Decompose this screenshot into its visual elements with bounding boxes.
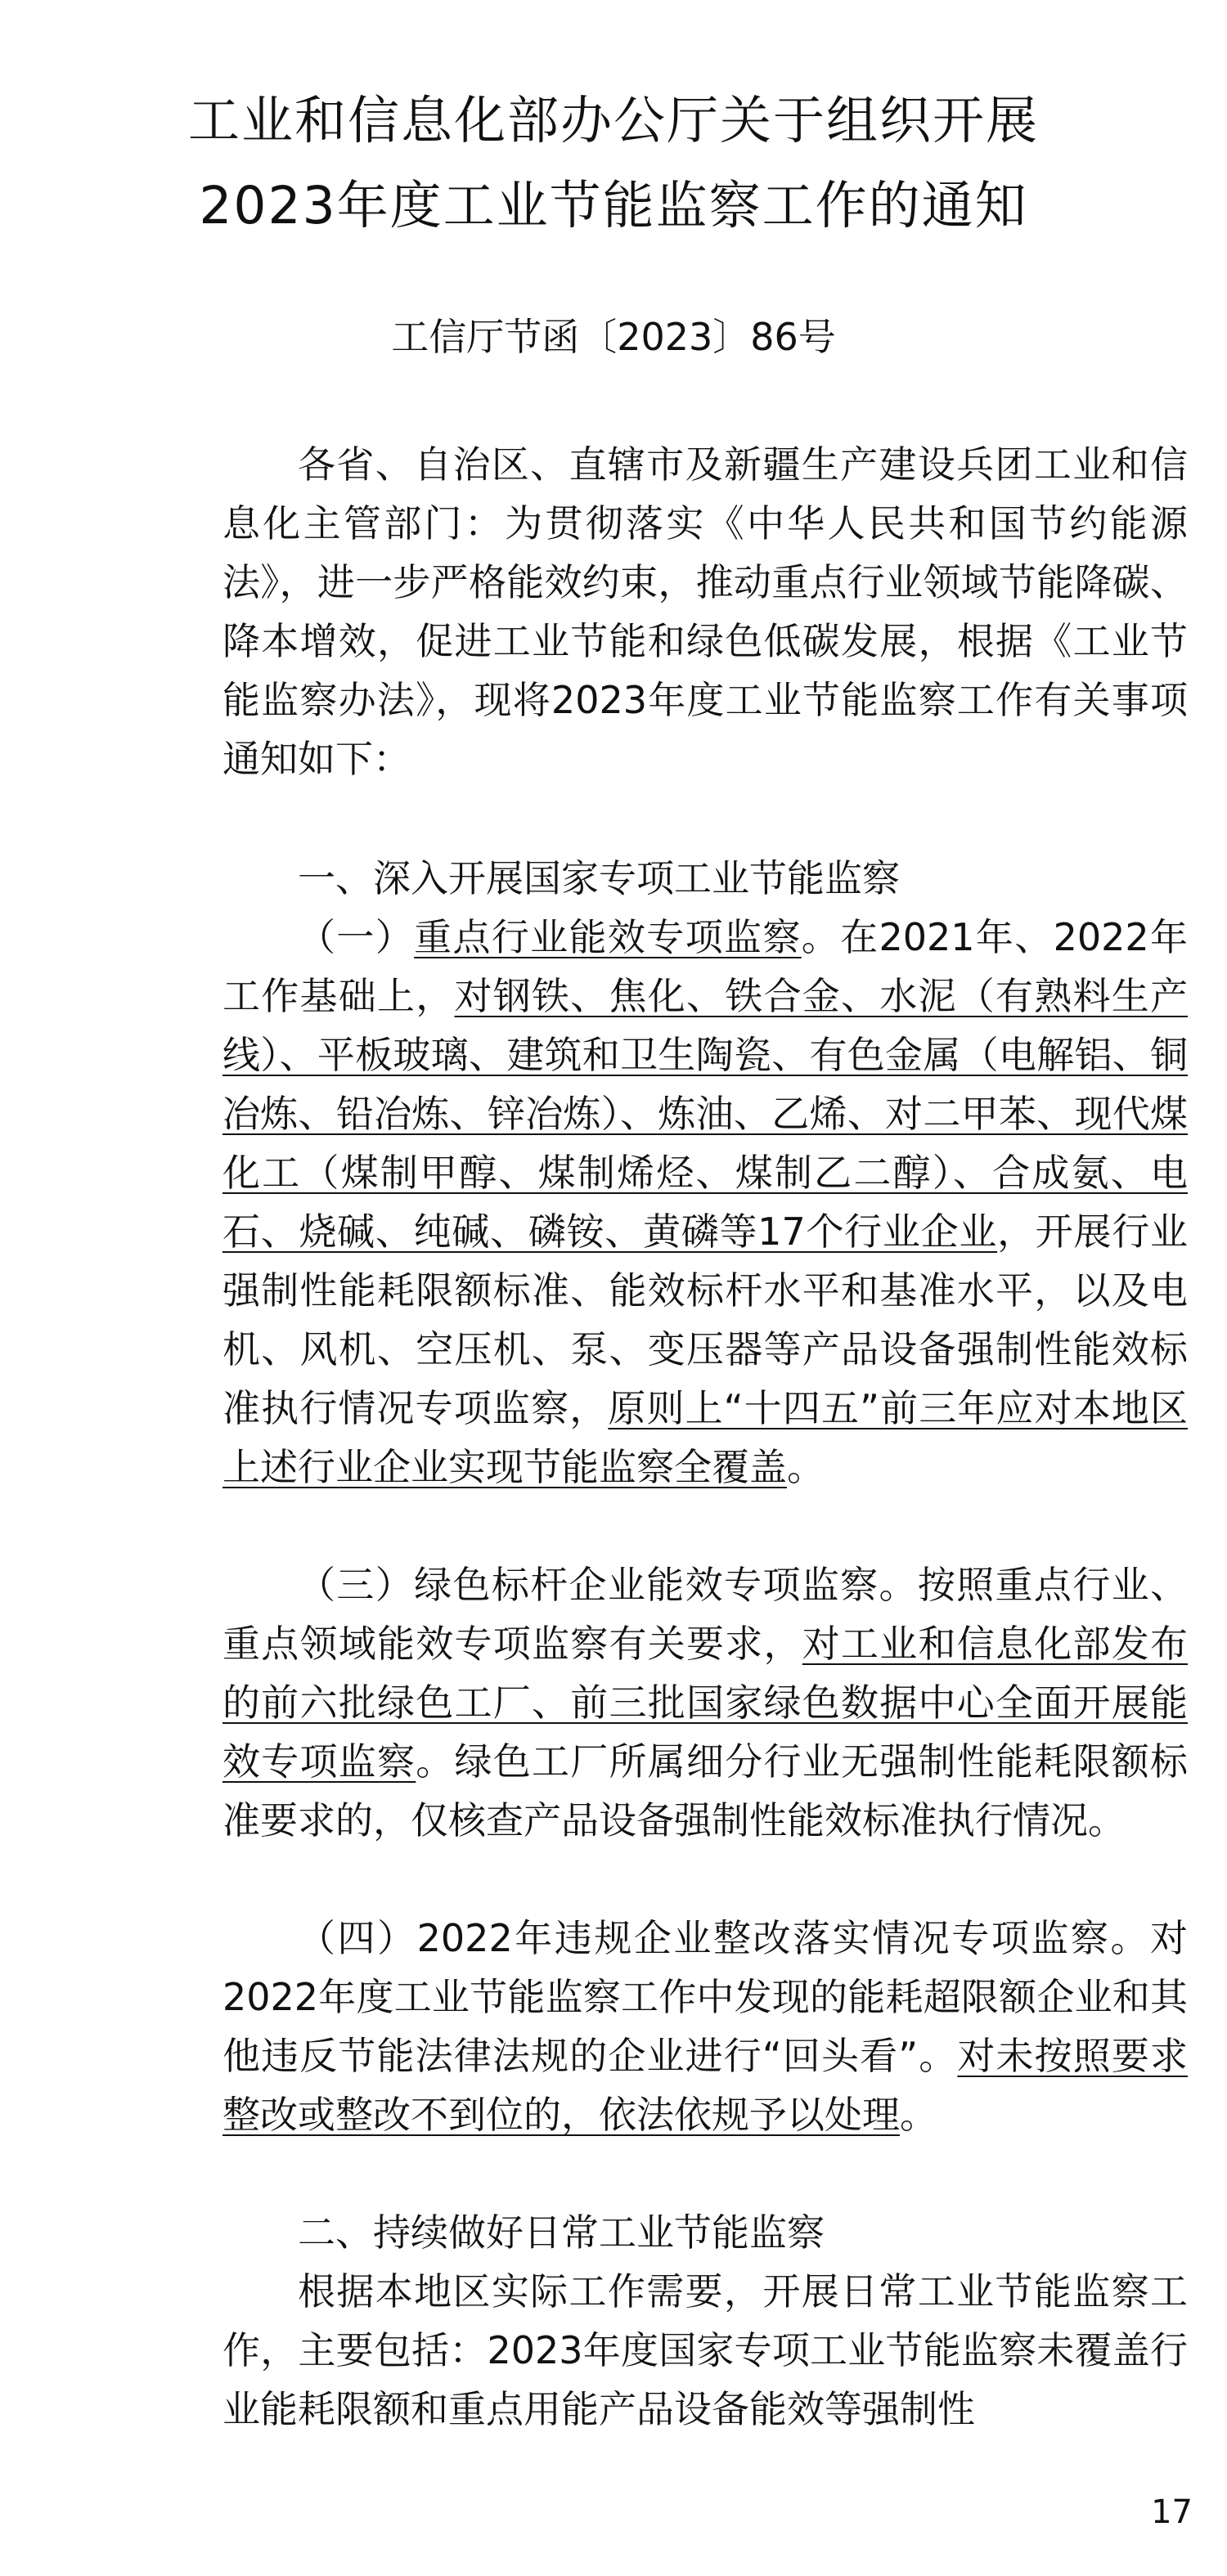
section-1-heading-text: 一、深入开展国家专项工业节能监察 xyxy=(298,856,900,900)
item-4-text-a: （四）2022年违规企业整改落实情况专项监察。对2022年度工业节能监察工作中发现的能耗超限额企业和其他违反节能法律法规的企业进行“回头看”。 xyxy=(222,1916,1188,2078)
section-2-heading-text: 二、持续做好日常工业节能监察 xyxy=(298,2210,825,2255)
document-number: 工信厅节函〔2023〕86号 xyxy=(391,315,836,359)
section-1-item-4 xyxy=(222,1909,1188,2144)
intro-text: 各省、自治区、直辖市及新疆生产建设兵团工业和信息化主管部门：为贯彻落实《中华人民共和国节约能源法》，进一步严格能效约束，推动重点行业领域节能降碳、降本增效，促进工业节能和绿色低碳发展，根据《工业节能监察办法》，现将2023年度工业节能监察工作有关事项通知如下： xyxy=(222,442,1188,781)
document-title-line-2: 2023年度工业节能监察工作的通知 xyxy=(199,176,1028,236)
item-4-underlined: 对未按照要求整改或整改不到位的，依法依规予以处理 xyxy=(222,2034,1188,2137)
item-1-underlined-industries: 对钢铁、焦化、铁合金、水泥（有熟料生产线）、平板玻璃、建筑和卫生陶瓷、有色金属（电解铝、铜冶炼、铅冶炼、锌冶炼）、炼油、乙烯、对二甲苯、现代煤化工（煤制甲醇、煤制烯烃、煤制乙二醇）、合成氨、电石、烧碱、纯碱、磷铵、黄磷等17个行业企业 xyxy=(222,974,1188,1254)
item-1-underlined-coverage: 原则上“十四五”前三年应对本地区上述行业企业实现节能监察全覆盖 xyxy=(222,1386,1189,1489)
section-1-item-1 xyxy=(222,908,1188,1497)
item-3-underlined: 对工业和信息化部发布的前六批绿色工厂、前三批国家绿色数据中心全面开展能效专项监察 xyxy=(222,1622,1188,1784)
document-title-line-1: 工业和信息化部办公厅关于组织开展 xyxy=(188,91,1039,150)
item-1-title: 重点行业能效专项监察 xyxy=(414,915,802,959)
item-1-end: 。 xyxy=(787,1445,825,1489)
item-1-text-a: 。在2021年、2022年工作基础上， xyxy=(222,915,1189,1018)
intro-paragraph xyxy=(222,435,1188,788)
section-2-text: 根据本地区实际工作需要，开展日常工业节能监察工作，主要包括：2023年度国家专项工业节能监察未覆盖行业能耗限额和重点用能产品设备能效等强制性 xyxy=(222,2269,1188,2431)
item-1-text-b: ，开展行业强制性能耗限额标准、能效标杆水平和基准水平，以及电机、风机、空压机、泵、变压器等产品设备强制性能效标准执行情况专项监察， xyxy=(222,1209,1188,1430)
item-4-end: 。 xyxy=(900,2093,937,2137)
section-2-paragraph xyxy=(222,2262,1188,2439)
item-1-prefix: （一） xyxy=(298,915,415,959)
item-3-text-b: 。绿色工厂所属细分行业无强制性能耗限额标准要求的，仅核查产品设备强制性能效标准执行情况。 xyxy=(222,1739,1188,1842)
section-2-heading xyxy=(222,2203,1188,2262)
page-number: 17 xyxy=(1151,2493,1193,2531)
item-3-text-a: （三）绿色标杆企业能效专项监察。按照重点行业、重点领域能效专项监察有关要求， xyxy=(222,1563,1188,1666)
section-1-item-3 xyxy=(222,1555,1188,1850)
section-1-heading xyxy=(222,849,1188,908)
